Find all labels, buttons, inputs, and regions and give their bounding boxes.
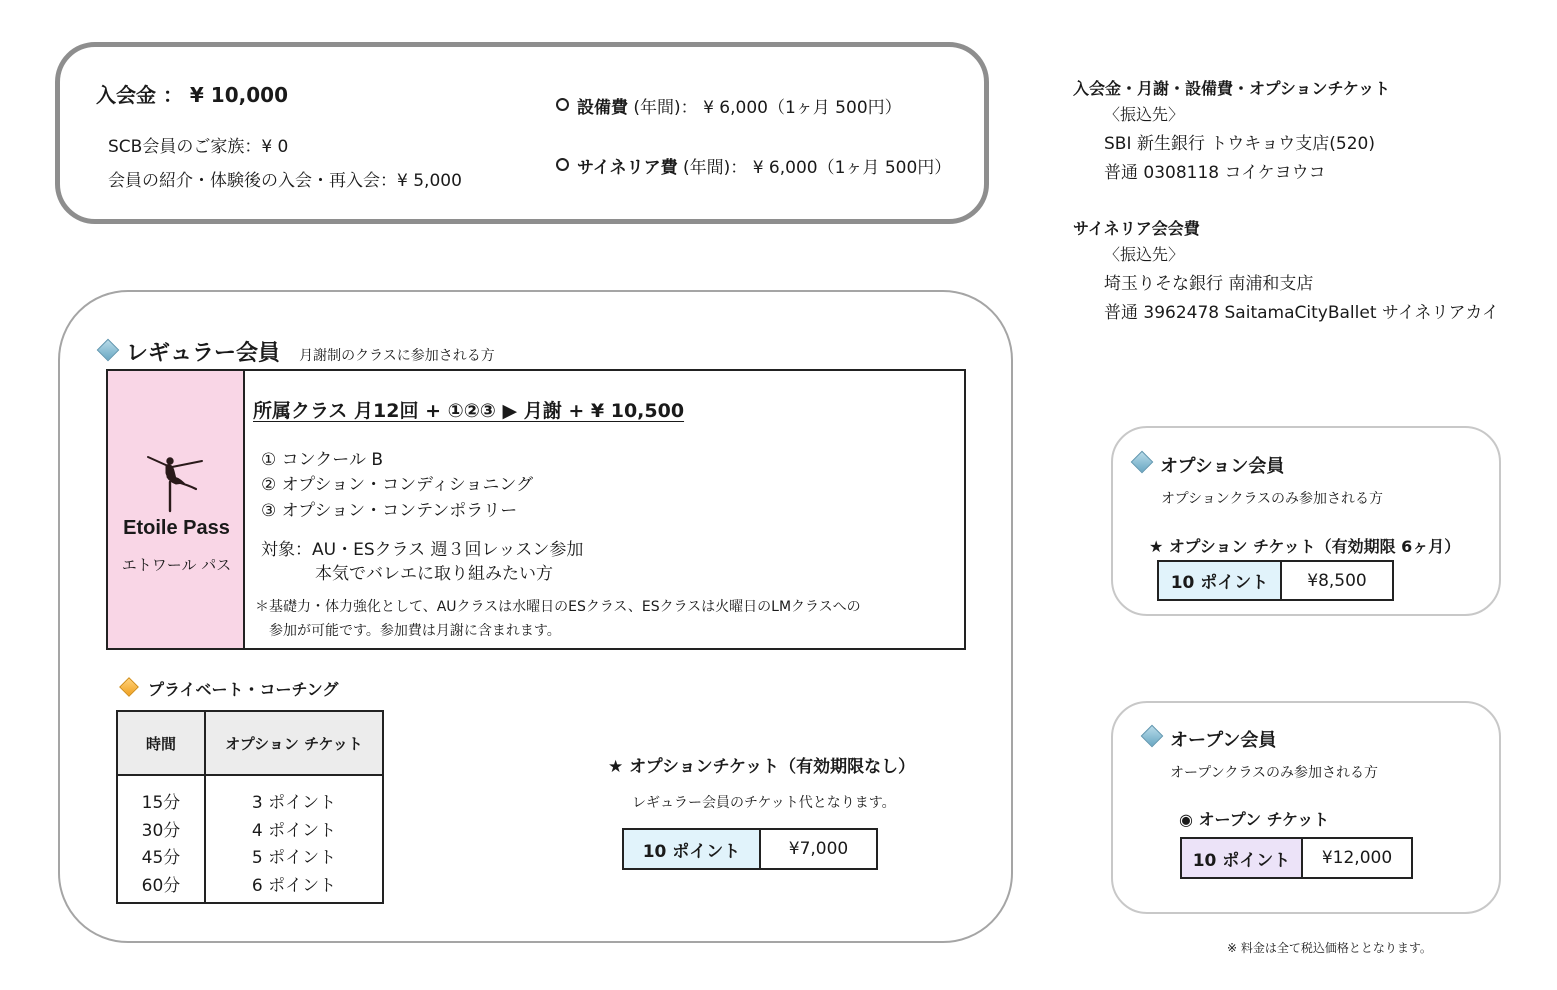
etoile-pass-kana: エトワール パス bbox=[121, 556, 232, 574]
equipment-fee bbox=[556, 93, 902, 118]
open-member-title: オープン会員 bbox=[1170, 730, 1277, 751]
family-fee: SCB会員のご家族：¥ 0 bbox=[108, 137, 289, 157]
open-member-ticket-title: ◉ オープン チケット bbox=[1179, 810, 1330, 829]
transfer-label-2: 〈振込先〉 bbox=[1104, 245, 1185, 264]
etoile-pass-table bbox=[106, 369, 966, 650]
cinelia-fee-detail: (年間)： ¥ 6,000（1ヶ月 500円） bbox=[683, 158, 952, 178]
transfer-label-1: 〈振込先〉 bbox=[1104, 105, 1185, 124]
option-member-title: オプション会員 bbox=[1160, 456, 1285, 477]
bank-title-2: サイネリア会会費 bbox=[1073, 219, 1200, 238]
open-member-heading bbox=[1144, 726, 1276, 752]
option-member-price: ¥8,500 bbox=[1307, 570, 1367, 591]
etoile-pass-details bbox=[245, 371, 964, 648]
bank-account-2: 普通 3962478 SaitamaCityBallet サイネリアカイ bbox=[1104, 303, 1499, 323]
option-member-price-box bbox=[1157, 560, 1394, 601]
table-row bbox=[117, 775, 383, 903]
open-member-subtitle: オープンクラスのみ参加される方 bbox=[1170, 765, 1379, 781]
open-member-price-box bbox=[1180, 837, 1413, 879]
circle-icon bbox=[556, 158, 569, 171]
option-member-ticket-title: ★ オプション チケット（有効期限 6ヶ月） bbox=[1149, 537, 1461, 556]
etoile-item-3: ③ オプション・コンテンポラリー bbox=[261, 501, 518, 521]
referral-fee: 会員の紹介・体験後の入会・再入会：¥ 5,000 bbox=[108, 171, 462, 191]
open-member-price: ¥12,000 bbox=[1321, 848, 1393, 868]
circle-icon bbox=[556, 98, 569, 111]
cinelia-fee-label: サイネリア費 bbox=[577, 158, 678, 178]
etoile-target-2: 本気でバレエに取り組みたい方 bbox=[315, 564, 553, 584]
etoile-pass-name: Etoile Pass bbox=[123, 517, 230, 539]
etoile-pass-headline: 所属クラス 月12回 + ①②③ ▶ 月謝 + ¥ 10,500 bbox=[253, 400, 685, 422]
bank-title-1: 入会金・月謝・設備費・オプションチケット bbox=[1073, 79, 1391, 98]
ballerina-icon bbox=[146, 451, 206, 513]
etoile-note-2: 参加が可能です。参加費は月謝に含まれます。 bbox=[269, 623, 561, 639]
open-member-points: 10 ポイント bbox=[1182, 839, 1303, 877]
equipment-fee-detail: (年間)： ¥ 6,000（1ヶ月 500円） bbox=[633, 98, 902, 118]
time-values: 15分 30分 45分 60分 bbox=[117, 775, 205, 903]
option-member-subtitle: オプションクラスのみ参加される方 bbox=[1161, 491, 1384, 507]
bank-account-1: 普通 0308118 コイケヨウコ bbox=[1104, 163, 1326, 183]
admission-fee-title: 入会金 ： ¥ 10,000 bbox=[96, 83, 288, 107]
option-ticket-title: ★ オプションチケット（有効期限なし） bbox=[608, 757, 916, 777]
option-ticket-points: 10 ポイント bbox=[624, 830, 761, 868]
table-header-row bbox=[117, 711, 383, 775]
option-ticket-note: レギュラー会員のチケット代となります。 bbox=[632, 795, 896, 811]
point-values: 3 ポイント 4 ポイント 5 ポイント 6 ポイント bbox=[205, 775, 383, 903]
diamond-icon bbox=[97, 339, 120, 362]
regular-member-title: レギュラー会員 bbox=[126, 341, 281, 366]
orange-diamond-icon bbox=[119, 677, 139, 697]
regular-member-heading bbox=[100, 336, 495, 367]
bank-name-2: 埼玉りそな銀行 南浦和支店 bbox=[1104, 274, 1314, 294]
diamond-icon bbox=[1131, 451, 1154, 474]
regular-member-subtitle: 月謝制のクラスに参加される方 bbox=[299, 348, 495, 364]
etoile-pass-cell bbox=[108, 371, 245, 648]
bank-name-1: SBI 新生銀行 トウキョウ支店(520) bbox=[1104, 134, 1375, 154]
tax-footnote: ※ 料金は全て税込価格ととなります。 bbox=[1227, 941, 1432, 955]
option-member-points: 10 ポイント bbox=[1159, 562, 1282, 599]
coaching-title: プライベート・コーチング bbox=[148, 680, 339, 699]
option-ticket-price-box bbox=[622, 828, 878, 870]
diamond-icon bbox=[1141, 725, 1164, 748]
etoile-note-1: ＊基礎力・体力強化として、AUクラスは水曜日のESクラス、ESクラスは火曜日のLMクラスへの bbox=[255, 599, 861, 615]
column-header-ticket: オプション チケット bbox=[205, 711, 383, 775]
option-member-heading bbox=[1134, 452, 1284, 478]
cinelia-fee bbox=[556, 153, 951, 178]
etoile-item-2: ② オプション・コンディショニング bbox=[261, 475, 534, 495]
etoile-item-1: ① コンクール B bbox=[261, 450, 384, 470]
coaching-table bbox=[116, 710, 384, 904]
column-header-time: 時間 bbox=[117, 711, 205, 775]
coaching-heading bbox=[122, 677, 338, 700]
etoile-target-1: 対象：AU・ESクラス 週３回レッスン参加 bbox=[261, 540, 584, 560]
equipment-fee-label: 設備費 bbox=[577, 98, 628, 118]
option-ticket-price: ¥7,000 bbox=[788, 839, 849, 859]
